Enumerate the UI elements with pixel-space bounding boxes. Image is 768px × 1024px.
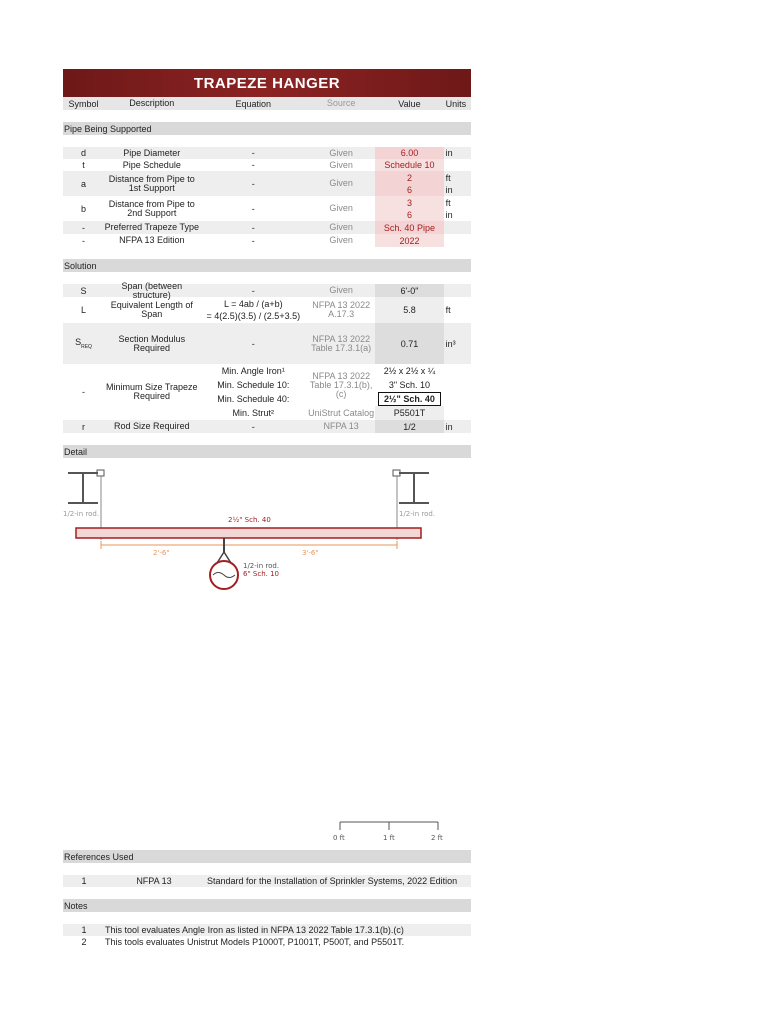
equation: - <box>251 203 255 214</box>
description: Span (between structure) <box>121 280 183 300</box>
pipe-rod-label: 1/2-in rod. <box>243 562 280 570</box>
scale-bar <box>340 822 438 830</box>
description: Rod Size Required <box>114 421 190 431</box>
description: Minimum Size Trapeze Required <box>106 382 198 401</box>
source: NFPA 13 <box>323 421 359 431</box>
symbol: L <box>80 305 86 315</box>
value: 6'-0" <box>400 285 419 296</box>
equation-angle-iron: Min. Angle Iron¹ <box>221 366 285 376</box>
value: Sch. 40 Pipe <box>383 222 435 233</box>
right-rod-label: 1/2-in rod. <box>399 510 436 518</box>
reference-text: Standard for the Installation of Sprinkler Systems, 2022 Edition <box>207 876 458 886</box>
symbol: S <box>80 285 87 296</box>
note-number: 2 <box>81 937 87 947</box>
scale-label-1: 1 ft <box>383 834 395 842</box>
source: Given <box>329 147 353 158</box>
units-ft: ft <box>445 197 451 208</box>
section-pipe: Pipe Being Supported <box>63 122 471 135</box>
value: 2022 <box>399 235 420 246</box>
value-sch10: 3" Sch. 10 <box>388 380 431 390</box>
equation: - <box>251 235 255 246</box>
symbol: b <box>80 203 86 214</box>
equation: - <box>251 178 255 189</box>
value-sch40-selected: 2½" Sch. 40 <box>378 392 440 406</box>
description: Distance from Pipe to 1st Support <box>108 173 195 193</box>
value: 1/2 <box>403 421 416 432</box>
description: Section Modulus Required <box>118 333 186 353</box>
description: Pipe Schedule <box>122 159 181 170</box>
references-notes <box>63 850 471 948</box>
equation-strut: Min. Strut² <box>232 408 275 418</box>
section-solution: Solution <box>63 259 471 272</box>
value: 5.8 <box>403 305 416 315</box>
description: Preferred Trapeze Type <box>104 222 199 232</box>
units: ft <box>445 305 451 315</box>
value-ft: 2 <box>406 172 412 183</box>
equation-sch40: Min. Schedule 40: <box>217 394 290 404</box>
col-symbol: Symbol <box>68 98 99 109</box>
source: Given <box>329 159 353 170</box>
description: Pipe Diameter <box>123 147 181 158</box>
note-number: 1 <box>81 925 87 935</box>
value: Schedule 10 <box>384 160 435 170</box>
section-references: References Used <box>63 850 471 863</box>
units: in <box>445 148 453 158</box>
left-rod-label: 1/2-in rod. <box>63 510 100 518</box>
col-value: Value <box>398 98 421 109</box>
col-description: Description <box>129 98 175 108</box>
source: Given <box>329 235 353 245</box>
equation-substituted: = 4(2.5)(3.5) / (2.5+3.5) <box>206 311 301 321</box>
symbol: - <box>81 387 85 397</box>
value: 0.71 <box>400 338 419 349</box>
equation-formula: L = 4ab / (a+b) <box>223 299 283 309</box>
scale-label-0: 0 ft <box>333 834 345 842</box>
reference-row <box>63 875 471 887</box>
source: Given <box>329 285 353 295</box>
note-row <box>63 936 471 948</box>
note-row <box>63 924 471 936</box>
units: in <box>445 421 453 432</box>
symbol: r <box>81 421 85 432</box>
value: 6.00 <box>400 148 419 158</box>
dimension-left-label: 2'-6" <box>153 549 170 557</box>
source: Given <box>329 178 353 188</box>
description: Distance from Pipe to 2nd Support <box>108 198 195 218</box>
value-in: 6 <box>406 209 412 220</box>
sheet-title: TRAPEZE HANGER <box>63 69 471 97</box>
symbol: - <box>81 235 85 246</box>
symbol: d <box>80 148 86 158</box>
section-detail: Detail <box>63 445 471 458</box>
dimension-right-label: 3'-6" <box>302 549 319 557</box>
value-strut: P5501T <box>375 406 443 420</box>
scale-label-2: 2 ft <box>431 834 443 842</box>
equation-sch10: Min. Schedule 10: <box>217 380 290 390</box>
section-notes: Notes <box>63 899 471 912</box>
col-units: Units <box>445 98 467 109</box>
units-in: in <box>445 209 453 220</box>
equation: - <box>251 222 255 233</box>
description: Equivalent Length of Span <box>110 300 193 319</box>
symbol: a <box>80 178 86 189</box>
symbol-sub: REQ <box>81 343 92 350</box>
equation: - <box>251 421 255 432</box>
note-text: This tool evaluates Angle Iron as listed in NFPA 13 2022 Table 17.3.1(b).(c) <box>105 925 404 935</box>
equation: - <box>251 285 255 296</box>
value-in: 6 <box>406 184 412 195</box>
pipe-size-label: 6" Sch. 10 <box>243 570 279 578</box>
trapeze-label: 2½" Sch. 40 <box>228 516 271 524</box>
description: NFPA 13 Edition <box>119 235 185 245</box>
value-angle-iron: 2½ x 2½ x ¼ <box>383 366 436 376</box>
symbol: t <box>82 160 85 170</box>
units-ft: ft <box>445 172 451 183</box>
reference-number: 1 <box>81 876 87 886</box>
equation: - <box>251 160 255 170</box>
source-unistrut: UniStrut Catalog <box>308 408 375 418</box>
col-equation: Equation <box>235 98 272 109</box>
source: Given <box>329 222 353 232</box>
equation: - <box>251 338 255 349</box>
units-in: in <box>445 184 453 195</box>
reference-name: NFPA 13 <box>136 875 172 886</box>
note-text: This tools evaluates Unistrut Models P1000T, P1001T, P500T, and P5501T. <box>105 937 405 947</box>
left-beam-icon <box>68 470 104 503</box>
symbol-main: S <box>75 337 82 348</box>
trapeze-bar <box>76 528 421 538</box>
value-ft: 3 <box>406 197 412 208</box>
source: NFPA 13 2022 A.17.3 <box>312 300 371 319</box>
source: NFPA 13 2022 Table 17.3.1(a) <box>311 333 372 353</box>
right-beam-icon <box>393 470 429 503</box>
symbol: - <box>81 222 85 233</box>
col-source: Source <box>326 98 356 108</box>
units: in³ <box>445 338 456 349</box>
source-nfpa: NFPA 13 2022 Table 17.3.1(b),(c) <box>309 370 373 399</box>
equation: - <box>251 148 255 158</box>
source: Given <box>329 203 353 213</box>
